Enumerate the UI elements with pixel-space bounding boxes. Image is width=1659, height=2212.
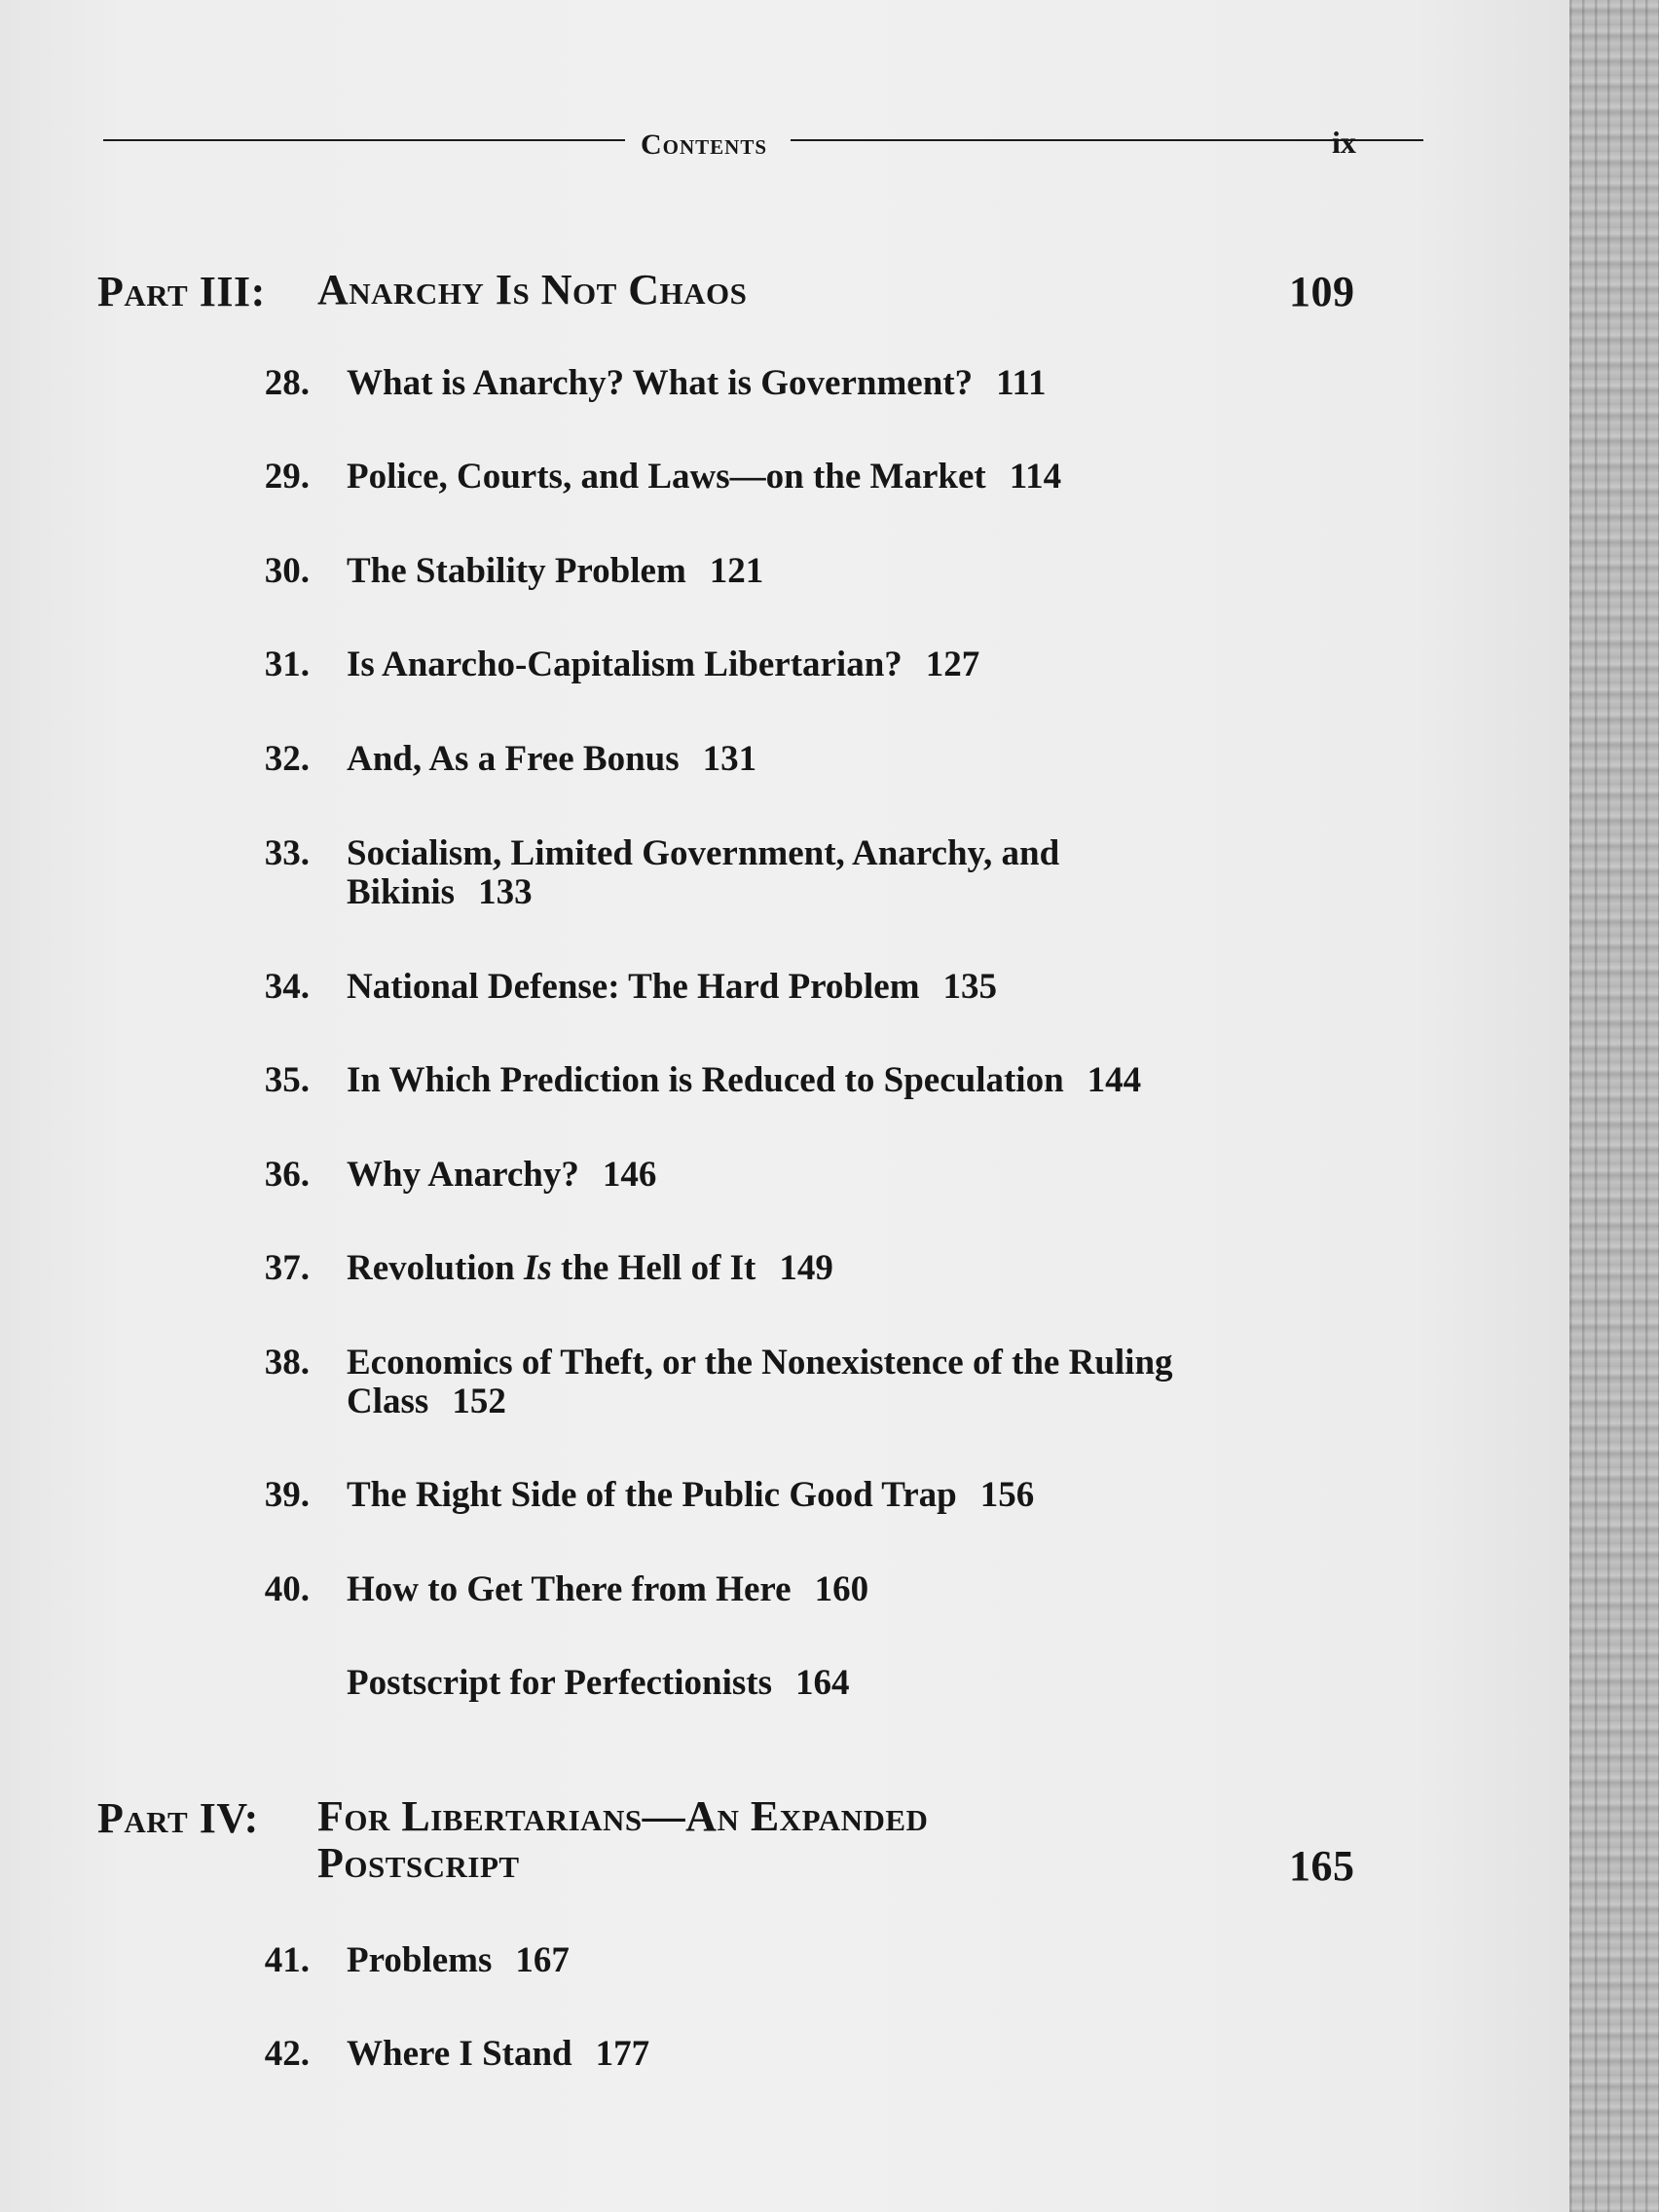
part-iv-title: For Libertarians—An Expanded Postscript [317,1792,929,1887]
chapter-number: 42. [264,2034,310,2074]
chapter-number: 29. [264,457,310,497]
chapter-page: 127 [925,645,980,684]
part-iv-label: Part IV: [97,1794,259,1842]
chapter-title: Problems [347,1940,493,1980]
chapter-title: Economics of Theft, or the Nonexistence of the Ruling Class [347,1343,1173,1421]
chapter-page: 146 [602,1155,657,1195]
chapter-title: The Stability Problem [347,551,686,591]
header-rule-right [791,139,1423,141]
chapter-page: 156 [979,1475,1035,1515]
chapter-page: 144 [1087,1060,1142,1100]
part-iii-title: Anarchy Is Not Chaos [317,266,748,313]
chapter-page: 114 [1009,457,1062,497]
part-iii-label: Part III: [97,268,266,315]
chapter-title: And, As a Free Bonus [347,739,680,779]
chapter-page: 133 [478,872,533,912]
chapter-page: 149 [779,1248,833,1288]
chapter-title: Socialism, Limited Government, Anarchy, and Bikinis [347,833,1060,912]
chapter-number: 34. [264,967,310,1007]
running-head [103,125,1359,167]
chapter-number: 28. [264,363,310,403]
chapter-page: 160 [814,1569,869,1609]
chapter-number: 31. [264,645,310,684]
chapter-number: 33. [264,833,310,873]
chapter-number: 39. [264,1475,310,1515]
chapter-number: 30. [264,551,310,591]
chapter-page: 152 [452,1382,506,1421]
chapter-page: 111 [996,363,1047,403]
chapter-title: In Which Prediction is Reduced to Speculation [347,1060,1064,1100]
chapter-number: 40. [264,1569,310,1609]
chapter-page: 177 [595,2034,650,2074]
chapter-title: Postscript for Perfectionists [347,1663,773,1703]
chapter-title: Police, Courts, and Laws—on the Market [347,457,986,497]
chapter-number: 41. [264,1940,310,1980]
chapter-title: What is Anarchy? What is Government? [347,363,974,403]
chapter-title-emphasis: Is [523,1248,552,1288]
part-iv-page: 165 [1289,1842,1355,1890]
running-title: Contents [641,129,768,161]
chapter-number: 38. [264,1343,310,1382]
chapter-title: Why Anarchy? [347,1155,579,1195]
chapter-page: 131 [702,739,757,779]
header-rule-left [103,139,625,141]
chapter-number: 37. [264,1248,310,1288]
chapter-page: 121 [709,551,764,591]
chapter-page: 164 [795,1663,850,1703]
chapter-title: National Defense: The Hard Problem [347,967,920,1007]
chapter-page: 135 [942,967,998,1007]
chapter-title-after: the Hell of It [561,1248,756,1288]
chapter-title: The Right Side of the Public Good Trap [347,1475,957,1515]
part-iii-page: 109 [1289,268,1355,315]
chapter-title: Where I Stand [347,2034,572,2074]
page-number: ix [1332,125,1356,160]
chapter-title: How to Get There from Here [347,1569,792,1609]
page-edge-texture [1569,0,1659,2212]
chapter-title-before: Revolution [347,1248,515,1288]
chapter-title: Is Anarcho-Capitalism Libertarian? [347,645,903,684]
chapter-number: 35. [264,1060,310,1100]
chapter-number: 36. [264,1155,310,1195]
chapter-number: 32. [264,739,310,779]
chapter-page: 167 [515,1940,570,1980]
